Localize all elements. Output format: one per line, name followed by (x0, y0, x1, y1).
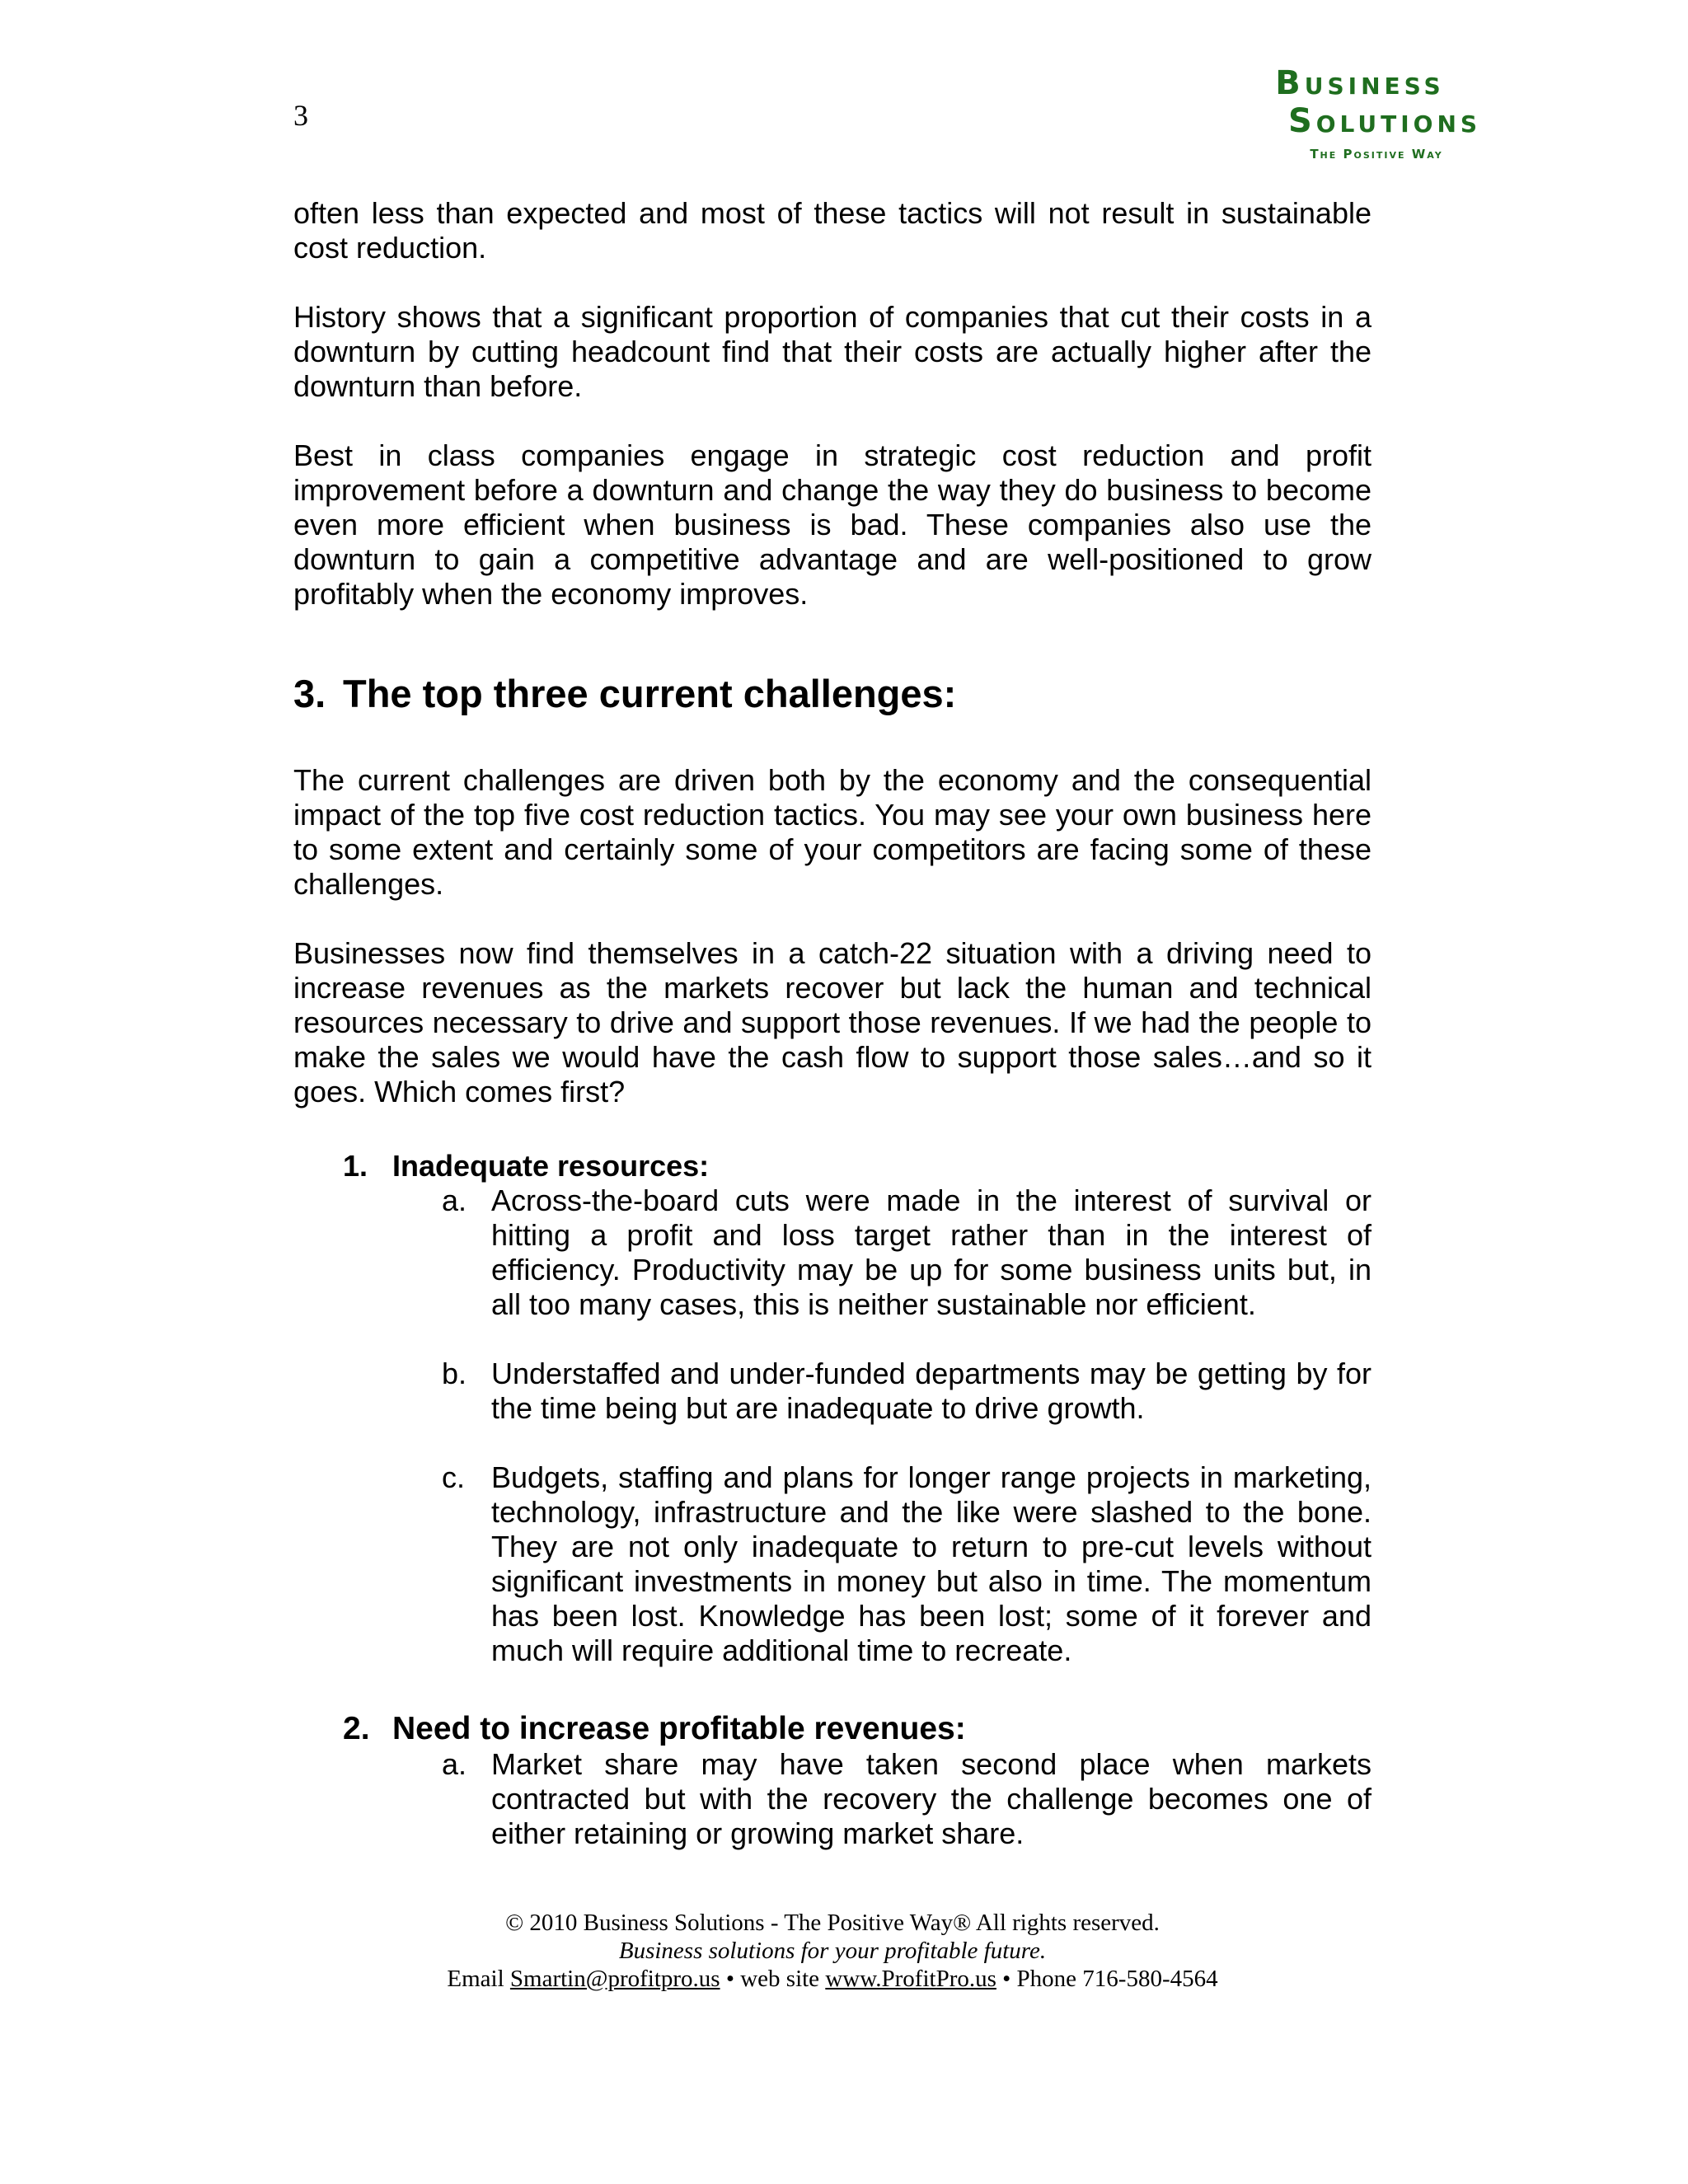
page-footer (293, 1909, 1372, 1993)
sub-item-letter: a. (442, 1747, 467, 1781)
sub-item (392, 1460, 1372, 1668)
sub-item (392, 1357, 1372, 1426)
section-number: 3. (293, 672, 326, 715)
challenges-list (293, 1149, 1372, 1851)
email-link[interactable]: Smartin@profitpro.us (509, 1966, 720, 1992)
page-content (293, 196, 1372, 1886)
footer-contact (293, 1965, 1372, 1993)
list-item-number: 1. (343, 1149, 368, 1183)
sub-item (392, 1183, 1372, 1322)
sub-item-text: Budgets, staffing and plans for longer range projects in marketing, technology, infrastructure and the like were slashed to the bone. They are not only inadequate to return to pre-cut levels without significant investments in money but also in time. The momentum has been lost. Knowledge has been lost; some of it forever and much will require additional time to recreate. (491, 1460, 1372, 1667)
list-item-heading (343, 1711, 1372, 1747)
sub-item-letter: a. (442, 1183, 467, 1217)
page-number: 3 (293, 99, 308, 132)
paragraph-best-in-class: Best in class companies engage in strategic cost reduction and profit improvement before a downturn and change the way they do business to become even more efficient when business is bad. These companies also use the downturn to gain a competitive advantage and are well-positioned to grow profitably when the economy improves. (293, 438, 1372, 611)
footer-copyright: © 2010 Business Solutions - The Positive Way® All rights reserved. (505, 1910, 1160, 1936)
list-item-title: Inadequate resources: (392, 1149, 710, 1183)
paragraph-history: History shows that a significant proportion of companies that cut their costs in a downturn by cutting headcount find that their costs are actually higher after the downturn than before. (293, 300, 1372, 403)
paragraph-current-challenges: The current challenges are driven both by the economy and the consequential impact of the top five cost reduction tactics. You may see your own business here to some extent and certainly some of your competitors are facing some of these challenges. (293, 763, 1372, 901)
list-item-heading (343, 1149, 1372, 1183)
logo-tagline: The Positive Way (1310, 147, 1443, 162)
list-item-inadequate-resources (293, 1149, 1372, 1668)
sub-item-text: Understaffed and under-funded departments may be getting by for the time being but are inadequate to drive growth. (491, 1357, 1372, 1425)
list-item-title: Need to increase profitable revenues: (392, 1711, 966, 1746)
footer-separator: • web site (720, 1966, 826, 1992)
paragraph-catch-22: Businesses now find themselves in a catch-22 situation with a driving need to increase revenues as the markets recover but lack the human and technical resources necessary to drive and support those revenues. If we had the people to make the sales we would have the cash flow to support those sales…and so it goes. Which comes first? (293, 936, 1372, 1108)
logo-line-business: Business (1275, 64, 1445, 102)
sub-item-text: Market share may have taken second place when markets contracted but with the recovery the challenge becomes one of either retaining or growing market share. (491, 1747, 1372, 1850)
business-solutions-logo (1253, 64, 1500, 162)
section-title: The top three current challenges: (343, 672, 957, 715)
website-link[interactable]: www.ProfitPro.us (825, 1966, 996, 1992)
sub-item-text: Across-the-board cuts were made in the interest of survival or hitting a profit and loss target rather than in the interest of efficiency. Productivity may be up for some business units but, in all too many cases, this is neither sustainable nor efficient. (491, 1183, 1372, 1321)
list-item-profitable-revenues (293, 1711, 1372, 1851)
footer-slogan: Business solutions for your profitable future. (618, 1938, 1047, 1964)
list-item-number: 2. (343, 1711, 370, 1746)
footer-email-label: Email (447, 1966, 510, 1992)
sub-item-letter: c. (442, 1460, 466, 1494)
paragraph-continuation: often less than expected and most of these tactics will not result in sustainable cost reduction. (293, 196, 1372, 265)
sub-item-letter: b. (442, 1357, 467, 1390)
logo-line-solutions: Solutions (1287, 102, 1482, 140)
footer-phone: • Phone 716-580-4564 (996, 1966, 1218, 1992)
section-heading (293, 671, 1372, 717)
sub-item (392, 1747, 1372, 1851)
